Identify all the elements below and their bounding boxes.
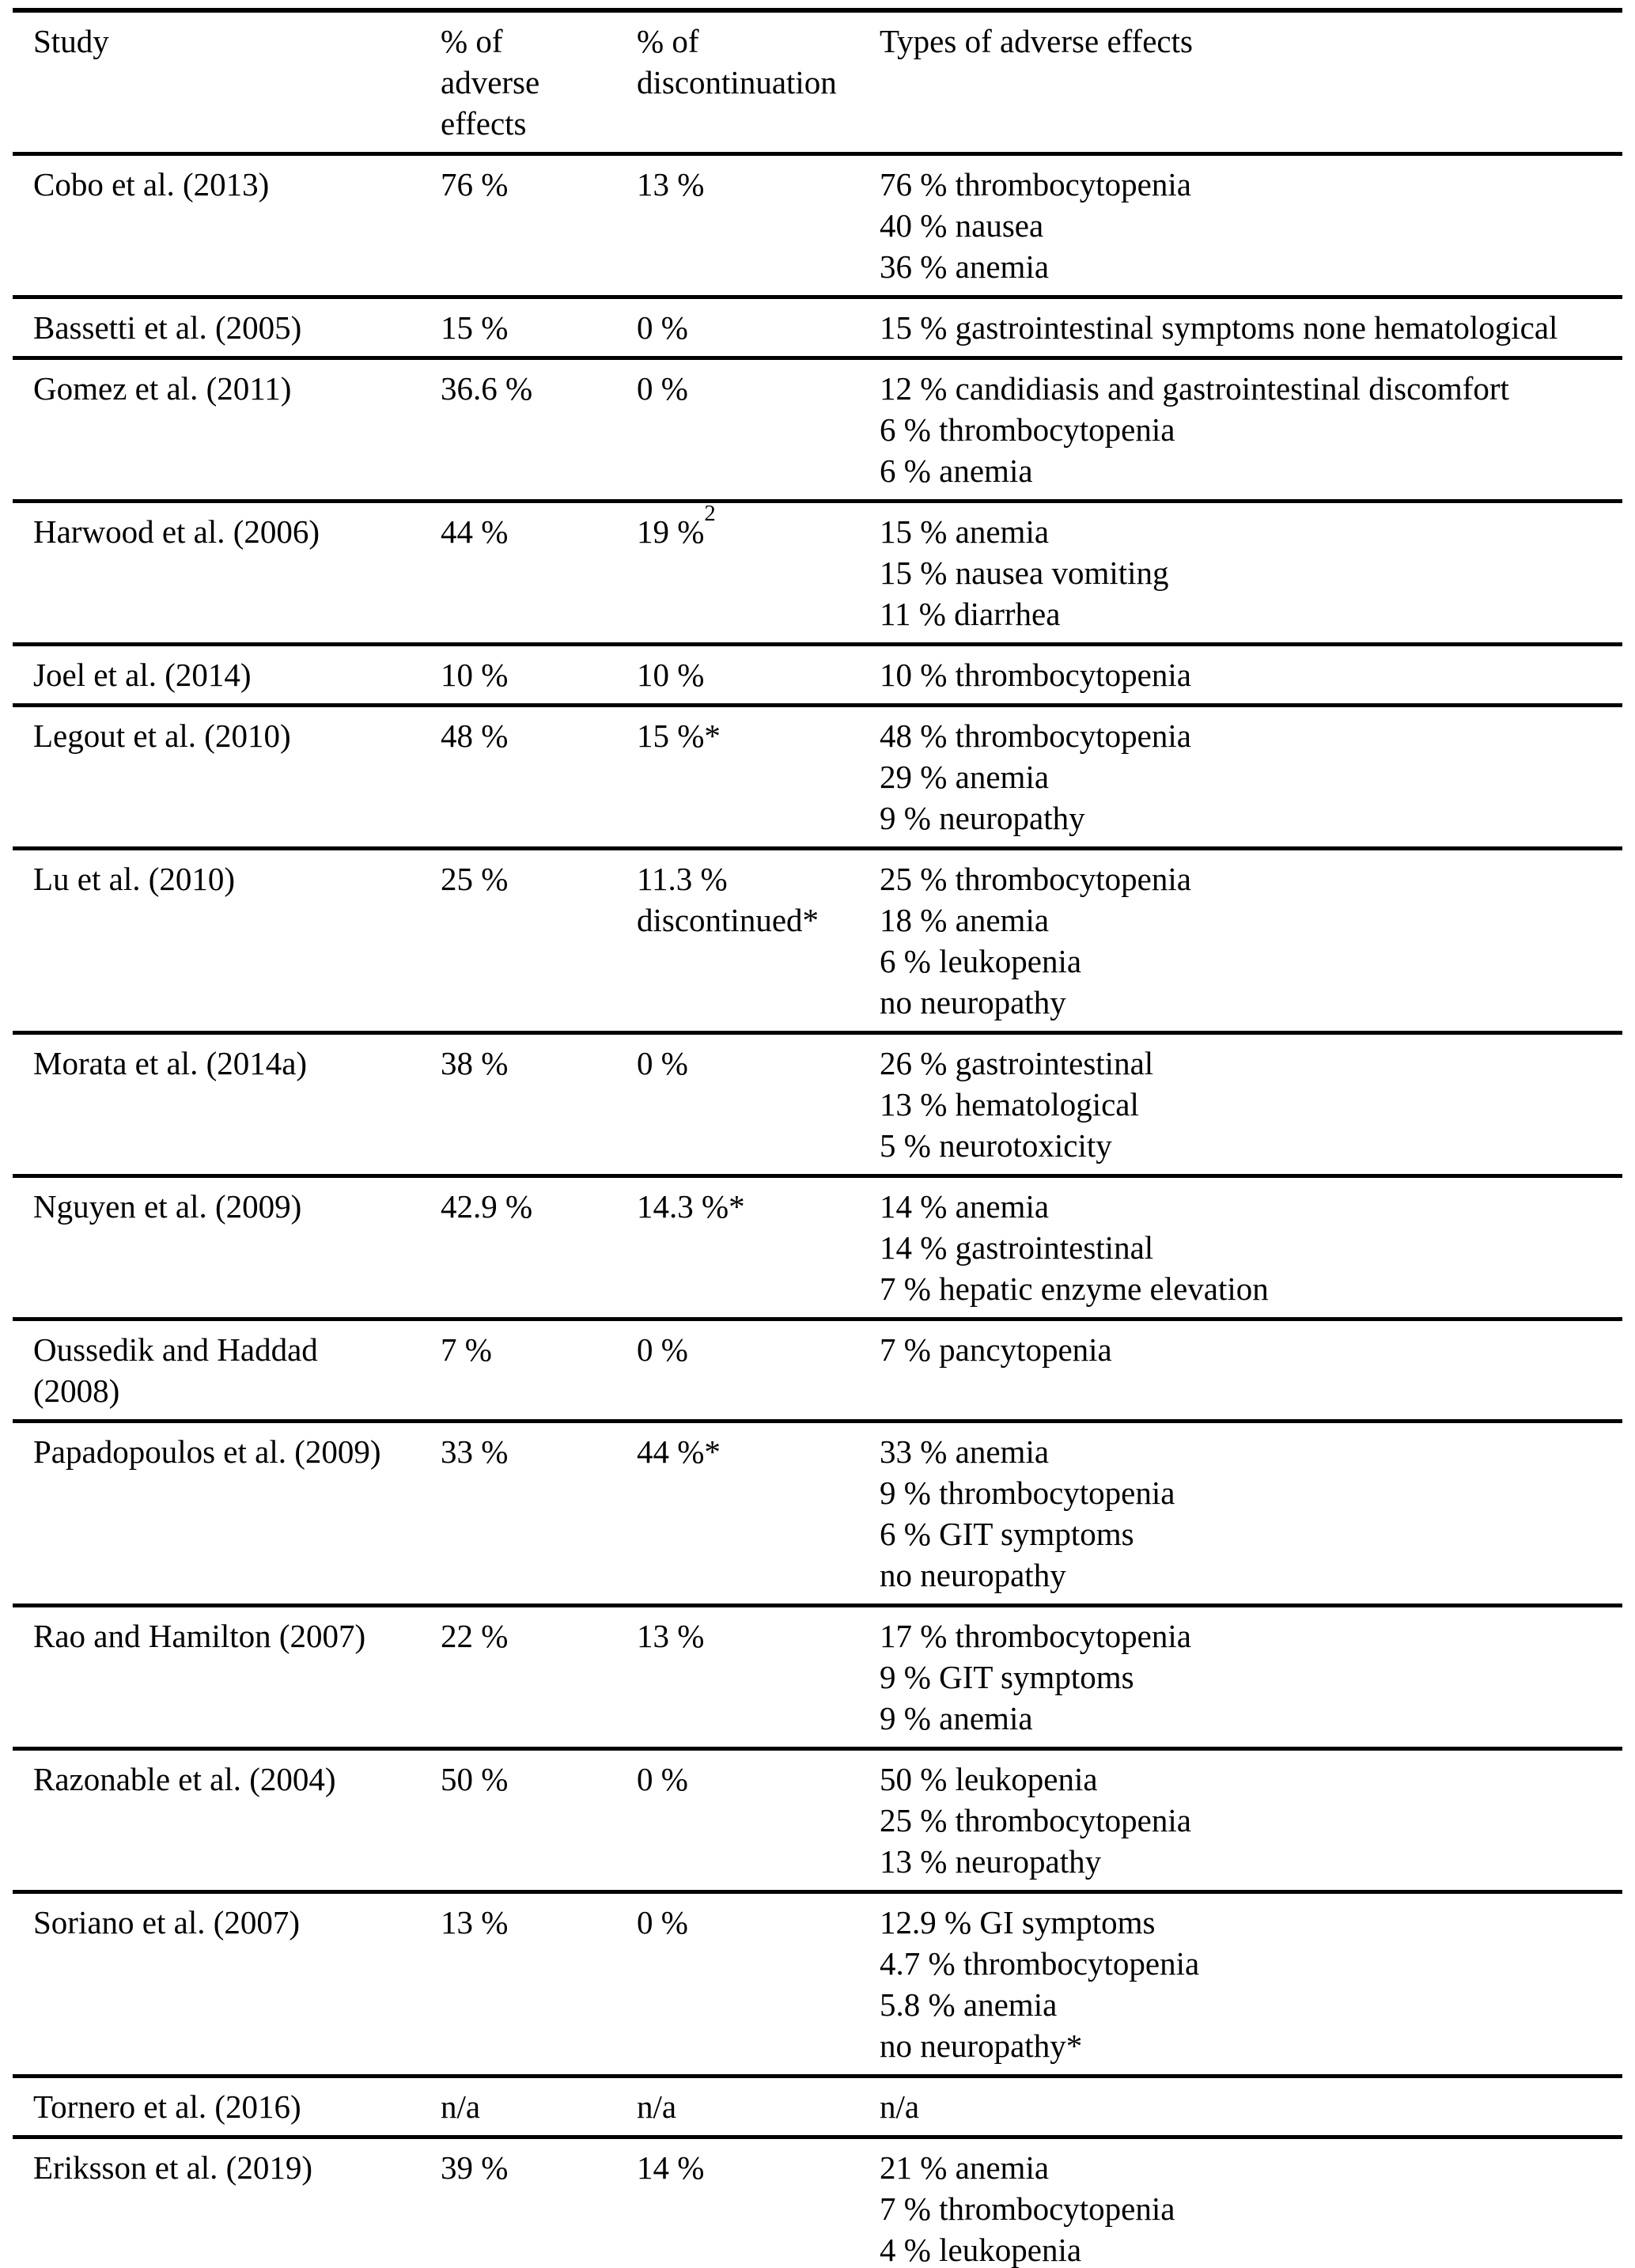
study-cell (13, 1606, 441, 1749)
discontinuation-cell (637, 1320, 880, 1422)
discontinuation-line: 0 % (637, 309, 688, 346)
adverse-line: 48 % (441, 718, 509, 754)
types-cell (880, 1749, 1622, 1892)
types-line: 21 % anemia (880, 2149, 1050, 2186)
types-line: 4.7 % thrombocytopenia (880, 1945, 1200, 1982)
table-body (13, 154, 1622, 2268)
adverse-line: 13 % (441, 1904, 509, 1940)
study-cell (13, 1176, 441, 1320)
adverse-line: 38 % (441, 1045, 509, 1081)
discontinuation-cell (637, 154, 880, 297)
study-line: Razonable et al. (2004) (33, 1761, 336, 1797)
discontinuation-line (637, 501, 880, 552)
types-line: 12 % candidiasis and gastrointestinal discomfort (880, 370, 1509, 407)
header-line: Types of adverse effects (880, 23, 1193, 59)
adverse-cell (441, 2077, 637, 2137)
adverse-cell (441, 645, 637, 706)
types-line: 26 % gastrointestinal (880, 1045, 1154, 1081)
types-line: 6 % anemia (880, 452, 1033, 489)
adverse-cell (441, 154, 637, 297)
col-header-discontinuation-pct (637, 10, 880, 154)
adverse-cell (441, 706, 637, 849)
discontinuation-line: 0 % (637, 370, 688, 407)
table-row (13, 1749, 1622, 1892)
study-line: Bassetti et al. (2005) (33, 309, 302, 346)
discontinuation-line: discontinued* (637, 902, 819, 938)
types-cell (880, 645, 1622, 706)
study-cell (13, 1749, 441, 1892)
types-line: 29 % anemia (880, 759, 1050, 795)
discontinuation-cell (637, 1749, 880, 1892)
types-line: 5.8 % anemia (880, 1986, 1058, 2023)
types-line: 6 % leukopenia (880, 943, 1082, 979)
table-row (13, 1033, 1622, 1176)
adverse-cell (441, 1892, 637, 2077)
adverse-line: 22 % (441, 1618, 509, 1654)
types-cell (880, 1606, 1622, 1749)
types-line: no neuropathy (880, 1557, 1066, 1593)
types-line: 25 % thrombocytopenia (880, 1802, 1191, 1838)
discontinuation-line: 11.3 % (637, 861, 728, 897)
types-cell (880, 297, 1622, 358)
adverse-line: 42.9 % (441, 1188, 533, 1225)
types-line: 17 % thrombocytopenia (880, 1618, 1191, 1654)
study-line: Rao and Hamilton (2007) (33, 1618, 366, 1654)
types-line: 25 % thrombocytopenia (880, 861, 1191, 897)
header-line: effects (441, 105, 527, 142)
types-line: n/a (880, 2088, 920, 2125)
footnote-marker: 2 (704, 501, 716, 527)
table-row (13, 154, 1622, 297)
discontinuation-cell (637, 645, 880, 706)
table-row (13, 358, 1622, 502)
types-line: 15 % anemia (880, 513, 1050, 550)
study-cell (13, 358, 441, 502)
discontinuation-line-text: 19 % (637, 513, 705, 550)
discontinuation-line: 15 %* (637, 718, 721, 754)
col-header-types (880, 10, 1622, 154)
table-row (13, 297, 1622, 358)
adverse-line: n/a (441, 2088, 481, 2125)
study-cell (13, 154, 441, 297)
discontinuation-line: 0 % (637, 1045, 688, 1081)
discontinuation-cell (637, 1422, 880, 1606)
discontinuation-line: n/a (637, 2088, 677, 2125)
types-line: 14 % gastrointestinal (880, 1229, 1154, 1266)
adverse-line: 7 % (441, 1331, 492, 1368)
study-cell (13, 2137, 441, 2268)
types-line: 14 % anemia (880, 1188, 1050, 1225)
types-cell (880, 2137, 1622, 2268)
header-line: adverse (441, 64, 540, 100)
study-line: Eriksson et al. (2019) (33, 2149, 312, 2186)
types-cell (880, 502, 1622, 645)
types-line: 6 % thrombocytopenia (880, 411, 1175, 448)
discontinuation-line: 0 % (637, 1904, 688, 1940)
table-row (13, 645, 1622, 706)
adverse-line: 39 % (441, 2149, 509, 2186)
adverse-line: 50 % (441, 1761, 509, 1797)
study-line: Morata et al. (2014a) (33, 1045, 308, 1081)
types-line: 6 % GIT symptoms (880, 1516, 1134, 1552)
types-cell (880, 849, 1622, 1033)
study-line: Papadopoulos et al. (2009) (33, 1433, 381, 1470)
discontinuation-cell (637, 1892, 880, 2077)
types-line: 9 % GIT symptoms (880, 1659, 1134, 1695)
types-line: 7 % thrombocytopenia (880, 2190, 1175, 2227)
study-line: Cobo et al. (2013) (33, 166, 270, 203)
types-line: 18 % anemia (880, 902, 1050, 938)
col-header-study (13, 10, 441, 154)
table-row (13, 1176, 1622, 1320)
discontinuation-cell (637, 2137, 880, 2268)
types-line: 76 % thrombocytopenia (880, 166, 1191, 203)
discontinuation-line: 0 % (637, 1761, 688, 1797)
types-line: no neuropathy (880, 984, 1066, 1020)
adverse-cell (441, 849, 637, 1033)
types-line: 40 % nausea (880, 207, 1044, 244)
types-cell (880, 2077, 1622, 2137)
types-line: 7 % pancytopenia (880, 1331, 1112, 1368)
table-row (13, 1320, 1622, 1422)
study-line: Soriano et al. (2007) (33, 1904, 301, 1940)
types-cell (880, 1176, 1622, 1320)
table-row (13, 1892, 1622, 2077)
study-cell (13, 706, 441, 849)
adverse-cell (441, 1176, 637, 1320)
discontinuation-line: 14 % (637, 2149, 705, 2186)
header-line: Study (33, 23, 109, 59)
types-cell (880, 154, 1622, 297)
adverse-cell (441, 1749, 637, 1892)
discontinuation-line: 0 % (637, 1331, 688, 1368)
table-row (13, 502, 1622, 645)
types-line: 36 % anemia (880, 248, 1050, 285)
discontinuation-cell (637, 502, 880, 645)
adverse-line: 76 % (441, 166, 509, 203)
study-line: Tornero et al. (2016) (33, 2088, 301, 2125)
discontinuation-cell (637, 358, 880, 502)
types-line: no neuropathy* (880, 2028, 1083, 2064)
table-row (13, 706, 1622, 849)
types-line: 15 % nausea vomiting (880, 555, 1169, 591)
discontinuation-line: 13 % (637, 166, 705, 203)
study-cell (13, 1422, 441, 1606)
adverse-line: 15 % (441, 309, 509, 346)
adverse-cell (441, 1606, 637, 1749)
adverse-cell (441, 2137, 637, 2268)
discontinuation-cell (637, 1606, 880, 1749)
header-line: discontinuation (637, 64, 837, 100)
types-cell (880, 1422, 1622, 1606)
col-header-adverse-effects-pct (441, 10, 637, 154)
study-cell (13, 1320, 441, 1422)
adverse-cell (441, 502, 637, 645)
study-line: Harwood et al. (2006) (33, 513, 320, 550)
discontinuation-cell (637, 1176, 880, 1320)
discontinuation-cell (637, 849, 880, 1033)
adverse-cell (441, 297, 637, 358)
discontinuation-line: 14.3 %* (637, 1188, 745, 1225)
table-row (13, 1606, 1622, 1749)
types-line: 11 % diarrhea (880, 596, 1061, 632)
study-line: Joel et al. (2014) (33, 657, 252, 693)
study-cell (13, 297, 441, 358)
study-cell (13, 1892, 441, 2077)
study-line: Legout et al. (2010) (33, 718, 291, 754)
types-cell (880, 706, 1622, 849)
adverse-line: 44 % (441, 513, 509, 550)
types-line: 4 % leukopenia (880, 2232, 1082, 2268)
adverse-cell (441, 1320, 637, 1422)
table-row (13, 1422, 1622, 1606)
header-line: % of (637, 23, 699, 59)
study-line: Nguyen et al. (2009) (33, 1188, 302, 1225)
study-line: Gomez et al. (2011) (33, 370, 292, 407)
table-row (13, 2077, 1622, 2137)
discontinuation-line: 10 % (637, 657, 705, 693)
types-line: 50 % leukopenia (880, 1761, 1098, 1797)
adverse-effects-table (13, 8, 1622, 2268)
discontinuation-cell (637, 1033, 880, 1176)
types-line: 13 % neuropathy (880, 1843, 1102, 1880)
discontinuation-line: 44 %* (637, 1433, 721, 1470)
adverse-line: 10 % (441, 657, 509, 693)
study-cell (13, 1033, 441, 1176)
adverse-cell (441, 1422, 637, 1606)
study-cell (13, 2077, 441, 2137)
adverse-line: 33 % (441, 1433, 509, 1470)
adverse-line: 25 % (441, 861, 509, 897)
study-cell (13, 645, 441, 706)
table-row (13, 2137, 1622, 2268)
header-line: % of (441, 23, 503, 59)
types-line: 10 % thrombocytopenia (880, 657, 1191, 693)
types-line: 12.9 % GI symptoms (880, 1904, 1156, 1940)
types-line: 48 % thrombocytopenia (880, 718, 1191, 754)
study-line: (2008) (33, 1373, 120, 1409)
header-row (13, 10, 1622, 154)
adverse-cell (441, 1033, 637, 1176)
types-line: 9 % neuropathy (880, 800, 1085, 836)
types-line: 5 % neurotoxicity (880, 1127, 1112, 1164)
discontinuation-cell (637, 2077, 880, 2137)
discontinuation-cell (637, 297, 880, 358)
types-line: 13 % hematological (880, 1086, 1139, 1123)
study-line: Oussedik and Haddad (33, 1331, 318, 1368)
types-line: 15 % gastrointestinal symptoms none hematological (880, 309, 1558, 346)
discontinuation-line: 13 % (637, 1618, 705, 1654)
types-cell (880, 358, 1622, 502)
types-cell (880, 1320, 1622, 1422)
study-line: Lu et al. (2010) (33, 861, 236, 897)
discontinuation-cell (637, 706, 880, 849)
types-line: 33 % anemia (880, 1433, 1050, 1470)
table-row (13, 849, 1622, 1033)
types-line: 7 % hepatic enzyme elevation (880, 1270, 1269, 1307)
study-cell (13, 502, 441, 645)
adverse-cell (441, 358, 637, 502)
types-cell (880, 1033, 1622, 1176)
adverse-line: 36.6 % (441, 370, 533, 407)
types-cell (880, 1892, 1622, 2077)
types-line: 9 % anemia (880, 1700, 1033, 1736)
study-cell (13, 849, 441, 1033)
types-line: 9 % thrombocytopenia (880, 1475, 1175, 1511)
